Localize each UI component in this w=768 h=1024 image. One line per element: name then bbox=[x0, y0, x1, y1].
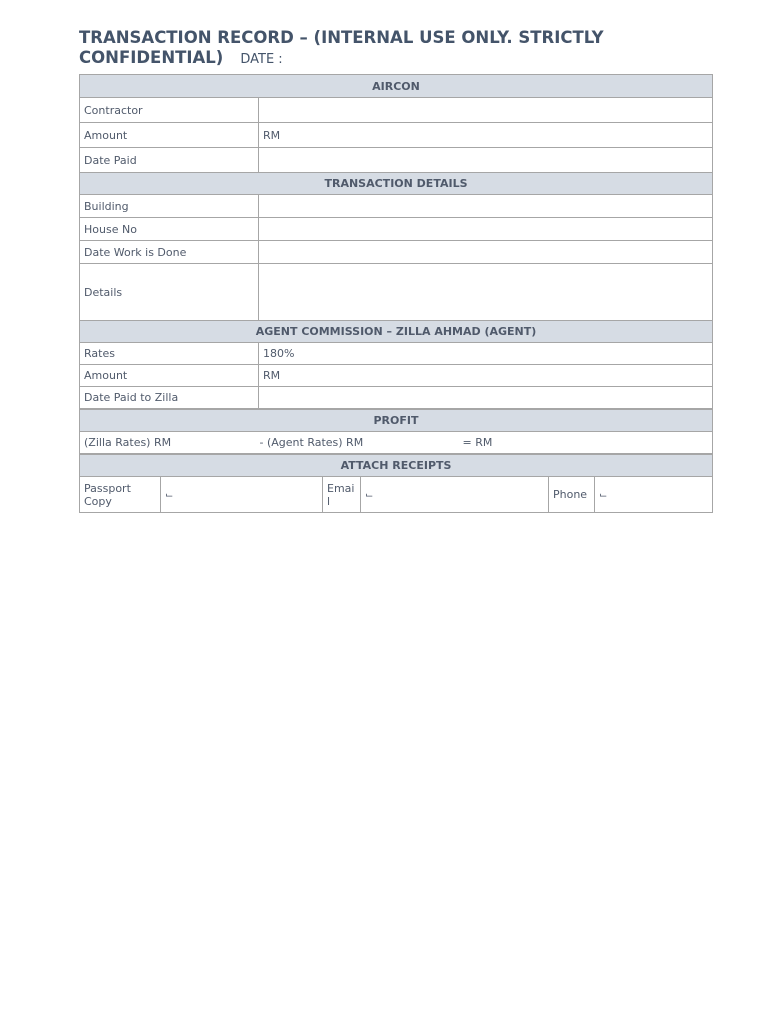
agent-amount-label: Amount bbox=[80, 365, 259, 387]
agent-commission-section bbox=[79, 320, 713, 409]
details-field[interactable] bbox=[259, 264, 713, 321]
email-field[interactable] bbox=[361, 477, 549, 513]
profit-result-text: = RM bbox=[459, 432, 713, 454]
contractor-label: Contractor bbox=[80, 98, 259, 123]
details-label: Details bbox=[80, 264, 259, 321]
attach-receipts-header: ATTACH RECEIPTS bbox=[80, 455, 713, 477]
agent-commission-header: AGENT COMMISSION – ZILLA AHMAD (AGENT) bbox=[80, 321, 713, 343]
form-title bbox=[79, 28, 699, 70]
date-paid-field[interactable] bbox=[259, 148, 713, 173]
aircon-section bbox=[79, 74, 713, 173]
attachment-placeholder-icon: ⌙ bbox=[599, 489, 608, 501]
date-paid-label: Date Paid bbox=[80, 148, 259, 173]
form-title-text: TRANSACTION RECORD – (INTERNAL USE ONLY. STRICTLY CONFIDENTIAL) bbox=[79, 28, 604, 67]
zilla-rates-text: (Zilla Rates) RM bbox=[80, 432, 256, 454]
date-work-done-field[interactable] bbox=[259, 241, 713, 264]
phone-label: Phone bbox=[549, 477, 595, 513]
attachment-placeholder-icon: ⌙ bbox=[365, 489, 374, 501]
aircon-amount-label: Amount bbox=[80, 123, 259, 148]
aircon-header: AIRCON bbox=[80, 75, 713, 98]
date-label: DATE : bbox=[240, 52, 283, 67]
attach-receipts-section bbox=[79, 454, 713, 513]
attachment-placeholder-icon: ⌙ bbox=[165, 489, 174, 501]
building-label: Building bbox=[80, 195, 259, 218]
agent-rates-text: - (Agent Rates) RM bbox=[256, 432, 459, 454]
transaction-details-header: TRANSACTION DETAILS bbox=[80, 173, 713, 195]
rates-field[interactable]: 180% bbox=[259, 343, 713, 365]
profit-section bbox=[79, 409, 713, 454]
date-paid-zilla-field[interactable] bbox=[259, 387, 713, 409]
rates-label: Rates bbox=[80, 343, 259, 365]
agent-amount-field[interactable]: RM bbox=[259, 365, 713, 387]
passport-copy-label: Passport Copy bbox=[80, 477, 161, 513]
profit-header: PROFIT bbox=[80, 410, 713, 432]
date-work-done-label: Date Work is Done bbox=[80, 241, 259, 264]
phone-field[interactable] bbox=[595, 477, 713, 513]
date-paid-zilla-label: Date Paid to Zilla bbox=[80, 387, 259, 409]
email-label: Emai l bbox=[323, 477, 361, 513]
contractor-field[interactable] bbox=[259, 98, 713, 123]
building-field[interactable] bbox=[259, 195, 713, 218]
house-no-field[interactable] bbox=[259, 218, 713, 241]
aircon-amount-field[interactable]: RM bbox=[259, 123, 713, 148]
transaction-details-section bbox=[79, 172, 713, 321]
house-no-label: House No bbox=[80, 218, 259, 241]
passport-copy-field[interactable] bbox=[161, 477, 323, 513]
